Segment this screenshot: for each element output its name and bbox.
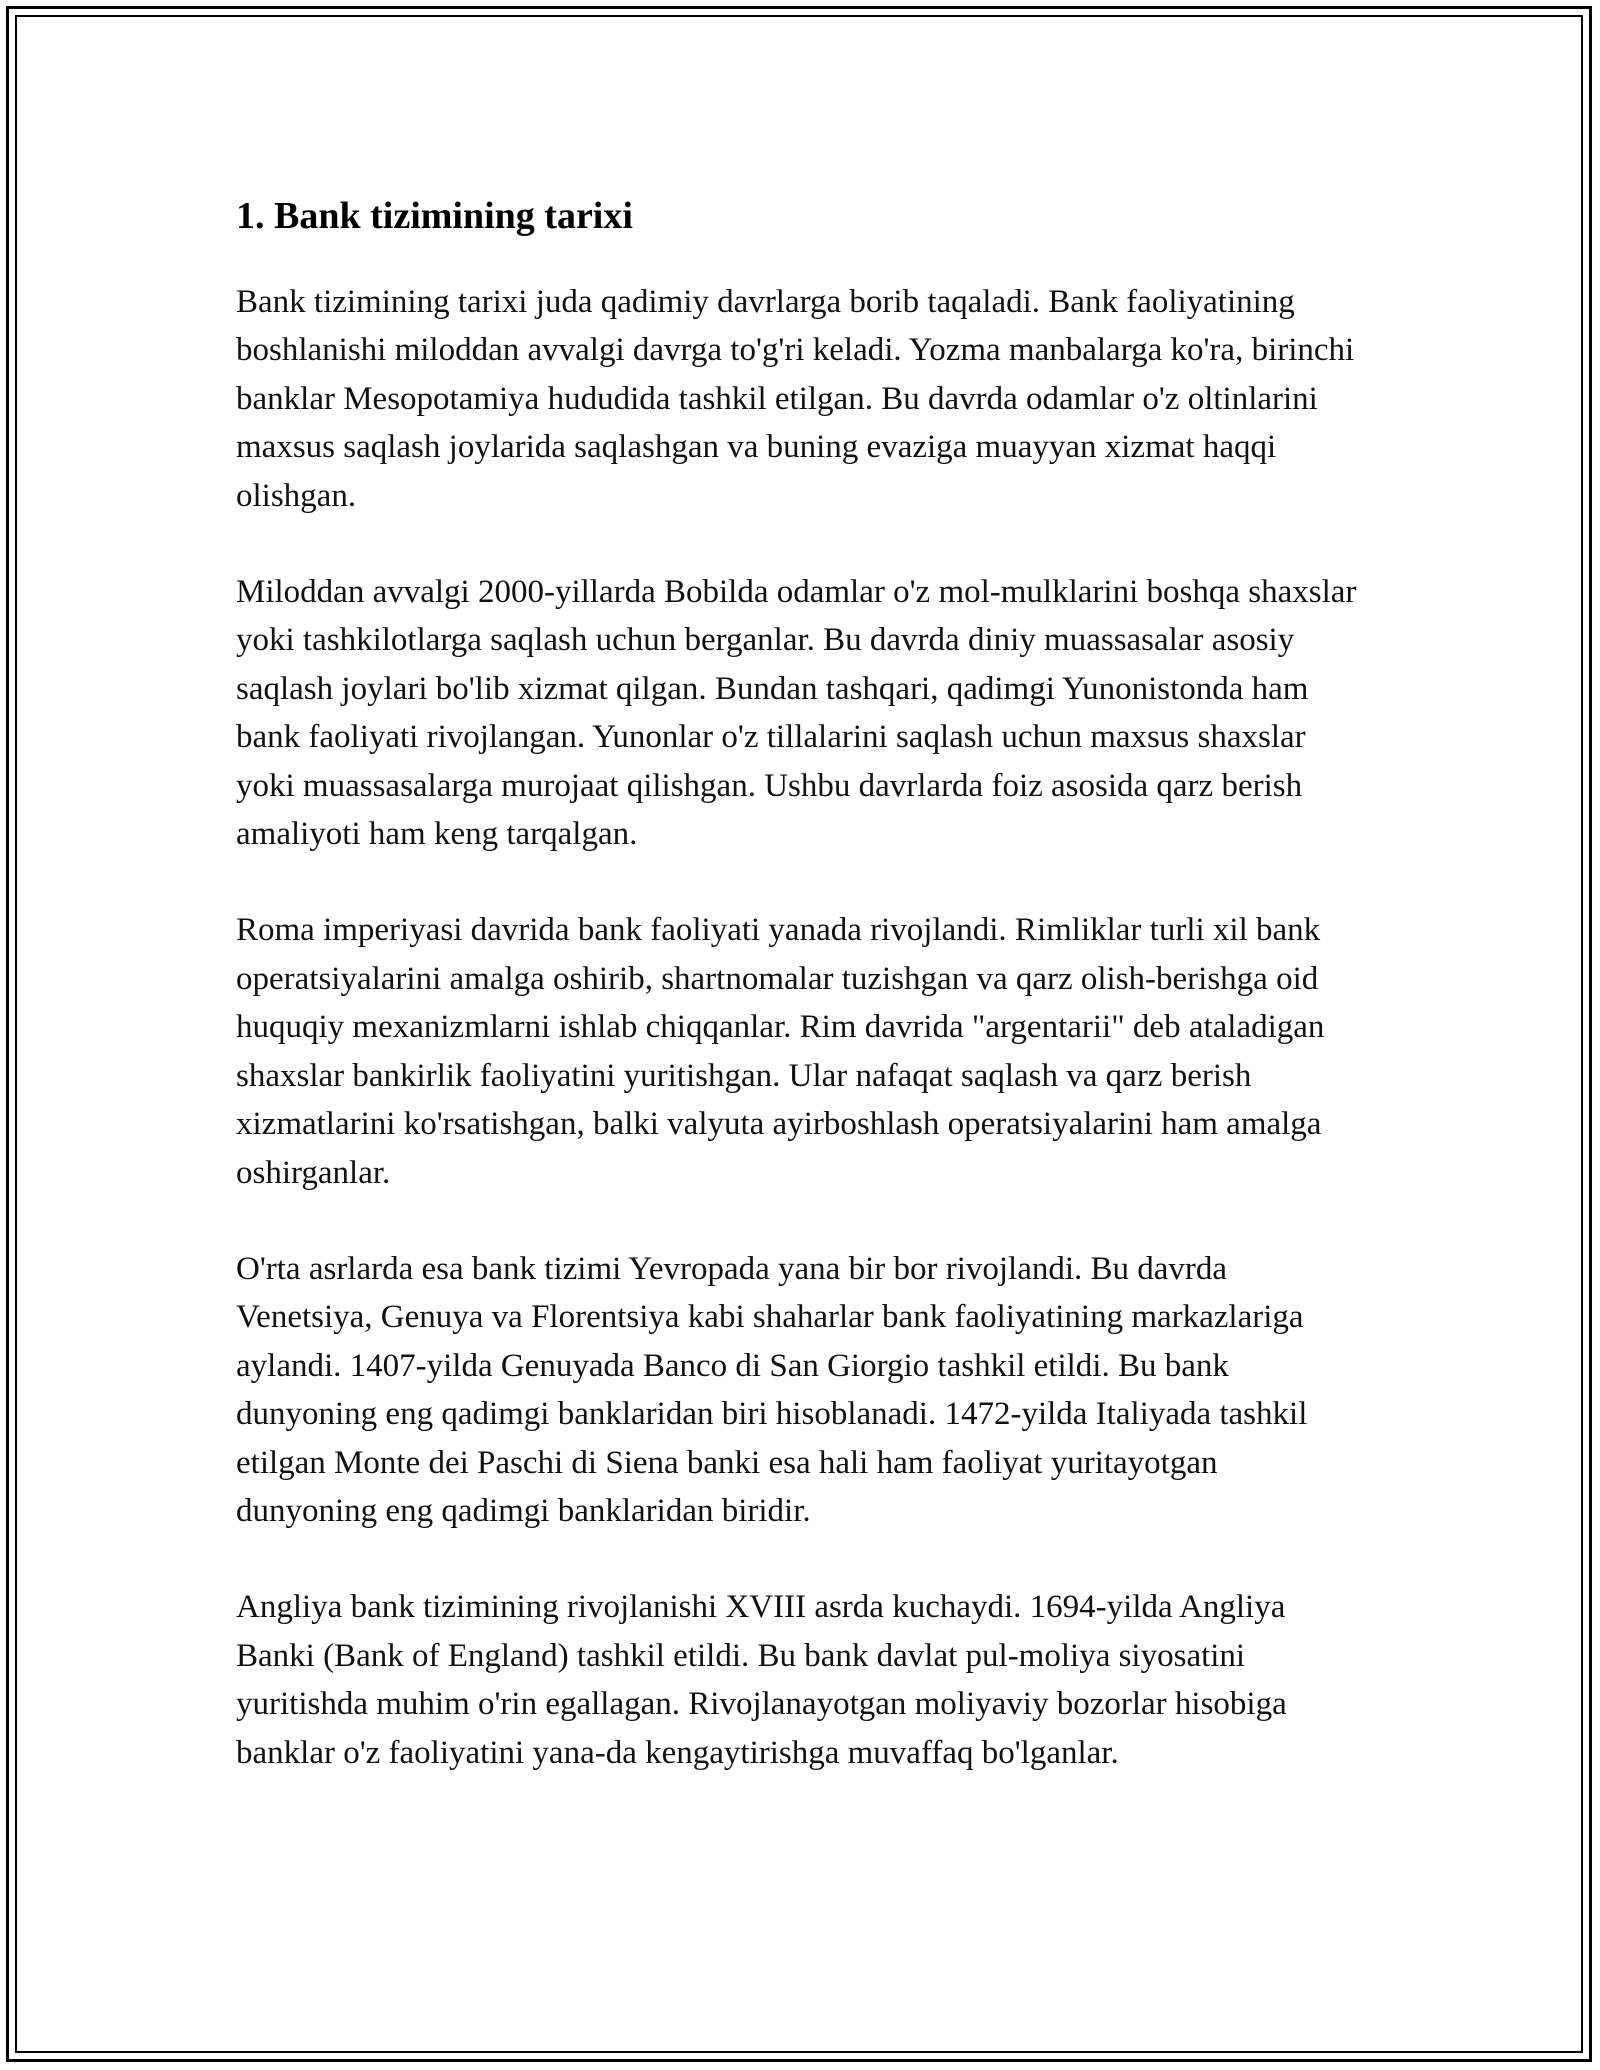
- document-body: [236, 188, 1366, 1825]
- paragraph-babylon-greece: Miloddan avvalgi 2000-yillarda Bobilda odamlar o'z mol-mulklarini boshqa shaxslar yoki tashkilotlarga saqlash uchun berganlar. Bu davrda diniy muassasalar asosiy saqlash joylari bo'lib xizmat qilgan. Bundan tashqari, qadimgi Yunonistonda ham bank faoliyati rivojlangan. Yunonlar o'z tillalarini saqlash uchun maxsus shaxslar yoki muassasalarga murojaat qilishgan. Ushbu davrlarda foiz asosida qarz berish amaliyoti ham keng tarqalgan.: [236, 574, 1357, 853]
- section-heading: 1. Bank tizimining tarixi: [236, 195, 633, 237]
- paragraph-middle-ages: O'rta asrlarda esa bank tizimi Yevropada yana bir bor rivojlandi. Bu davrda Venetsiya, Genuya va Florentsiya kabi shaharlar bank faoliyatining markazlariga aylandi. 1407-yilda Genuyada Banco di San Giorgio tashkil etildi. Bu bank dunyoning eng qadimgi banklaridan biri hisoblanadi. 1472-yilda Italiyada tashkil etilgan Monte dei Paschi di Siena banki esa hali ham faoliyat yuritayotgan dunyoning eng qadimgi banklaridan biridir.: [236, 1250, 1308, 1529]
- paragraph-england: Angliya bank tizimining rivojlanishi XVIII asrda kuchaydi. 1694-yilda Angliya Banki (Bank of England) tashkil etildi. Bu bank davlat pul-moliya siyosatini yuritishda muhim o'rin egallagan. Rivojlanayotgan moliyaviy bozorlar hisobiga banklar o'z faoliyatini yana-da kengaytirishga muvaffaq bo'lganlar.: [236, 1589, 1287, 1771]
- paragraph-rome: Roma imperiyasi davrida bank faoliyati yanada rivojlandi. Rimliklar turli xil bank operatsiyalarini amalga oshirib, shartnomalar tuzishgan va qarz olish-berishga oid huquqiy mexanizmlarni ishlab chiqqanlar. Rim davrida "argentarii" deb ataladigan shaxslar bankirlik faoliyatini yuritishgan. Ular nafaqat saqlash va qarz berish xizmatlarini ko'rsatishgan, balki valyuta ayirboshlash operatsiyalarini ham amalga oshirganlar.: [236, 912, 1325, 1191]
- paragraph-mesopotamia: Bank tizimining tarixi juda qadimiy davrlarga borib taqaladi. Bank faoliyatining boshlanishi miloddan avvalgi davrga to'g'ri keladi. Yozma manbalarga ko'ra, birinchi banklar Mesopotamiya hududida tashkil etilgan. Bu davrda odamlar o'z oltinlarini maxsus saqlash joylarida saqlashgan va buning evaziga muayyan xizmat haqqi olishgan.: [236, 284, 1355, 514]
